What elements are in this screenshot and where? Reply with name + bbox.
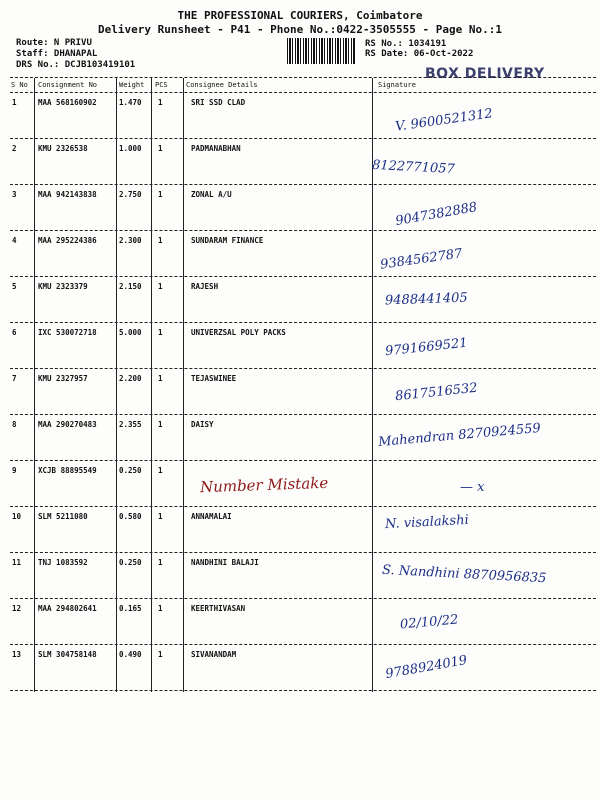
row-consignee: UNIVERZSAL POLY PACKS <box>191 328 286 337</box>
row-signature: 9791669521 <box>384 335 469 360</box>
route-label: Route: N PRIVU <box>16 38 92 48</box>
row-separator <box>10 368 596 369</box>
row-sno: 8 <box>12 420 17 429</box>
row-consignment-no: SLM 5211080 <box>38 512 88 521</box>
row-pcs: 1 <box>158 558 163 567</box>
row-signature: 8617516532 <box>394 380 479 405</box>
document-subtitle: Delivery Runsheet - P41 - Phone No.:0422-3505555 - Page No.:1 <box>98 23 502 36</box>
row-consignment-no: SLM 304758148 <box>38 650 97 659</box>
row-sno: 4 <box>12 236 17 245</box>
column-header-consignment: Consignment No <box>38 81 98 89</box>
row-sno: 2 <box>12 144 17 153</box>
row-consignment-no: KMU 2327957 <box>38 374 88 383</box>
row-weight: 0.250 <box>119 558 142 567</box>
row-sno: 12 <box>12 604 22 613</box>
row-separator <box>10 644 596 645</box>
column-divider <box>116 78 117 692</box>
row-weight: 1.470 <box>119 98 142 107</box>
document-title: THE PROFESSIONAL COURIERS, Coimbatore <box>177 9 423 22</box>
row-weight: 0.490 <box>119 650 142 659</box>
row-separator <box>10 138 596 139</box>
row-pcs: 1 <box>158 512 163 521</box>
row-signature: Mahendran 8270924559 <box>377 420 542 451</box>
row-sno: 10 <box>12 512 22 521</box>
row-weight: 2.150 <box>119 282 142 291</box>
row-consignee: NANDHINI BALAJI <box>191 558 259 567</box>
row-separator <box>10 598 596 599</box>
rs-date: RS Date: 06-Oct-2022 <box>365 49 474 59</box>
row-consignee: SIVANANDAM <box>191 650 237 659</box>
row-signature: 9788924019 <box>384 652 469 683</box>
row-pcs: 1 <box>158 190 163 199</box>
row-separator <box>10 414 596 415</box>
row-consignment-no: MAA 942143838 <box>38 190 97 199</box>
column-header-pcs: PCS <box>155 81 168 89</box>
row-pcs: 1 <box>158 420 163 429</box>
row-weight: 1.000 <box>119 144 142 153</box>
row-weight: 5.000 <box>119 328 142 337</box>
row-weight: 0.580 <box>119 512 142 521</box>
row-consignee: SRI SSD CLAD <box>191 98 246 107</box>
row-pcs: 1 <box>158 328 163 337</box>
row-consignee: KEERTHIVASAN <box>191 604 246 613</box>
row-consignment-no: XCJB 88895549 <box>38 466 97 475</box>
row-consignment-no: MAA 568160902 <box>38 98 97 107</box>
row-signature: N. visalakshi <box>384 512 470 533</box>
row-weight: 2.355 <box>119 420 142 429</box>
row-separator <box>10 276 596 277</box>
row-signature: 9047382888 <box>394 199 479 230</box>
row-pcs: 1 <box>158 604 163 613</box>
row-consignee: SUNDARAM FINANCE <box>191 236 264 245</box>
row-signature: 02/10/22 <box>399 612 459 633</box>
row-pcs: 1 <box>158 144 163 153</box>
row-pcs: 1 <box>158 98 163 107</box>
column-header-consignee: Consignee Details <box>186 81 258 89</box>
row-pcs: 1 <box>158 236 163 245</box>
row-sno: 5 <box>12 282 17 291</box>
row-consignee: TEJASWINEE <box>191 374 237 383</box>
row-signature: — x <box>460 480 485 495</box>
column-header-sno: S No <box>11 81 28 89</box>
table-top-rule <box>10 77 596 78</box>
row-weight: 0.165 <box>119 604 142 613</box>
column-header-weight: Weight <box>119 81 145 89</box>
row-separator <box>10 460 596 461</box>
row-consignment-no: IXC 530072718 <box>38 328 97 337</box>
row-pcs: 1 <box>158 466 163 475</box>
row-weight: 2.300 <box>119 236 142 245</box>
row-pcs: 1 <box>158 282 163 291</box>
row-consignee: RAJESH <box>191 282 219 291</box>
row-sno: 11 <box>12 558 22 567</box>
staff-label: Staff: DHANAPAL <box>16 49 98 59</box>
row-consignment-no: MAA 290270483 <box>38 420 97 429</box>
row-weight: 2.200 <box>119 374 142 383</box>
row-separator <box>10 230 596 231</box>
row-consignment-no: MAA 294802641 <box>38 604 97 613</box>
row-sno: 7 <box>12 374 17 383</box>
row-separator <box>10 690 596 691</box>
row-consignee: ANNAMALAI <box>191 512 232 521</box>
row-weight: 2.750 <box>119 190 142 199</box>
column-header-signature: Signature <box>378 81 416 89</box>
row-pcs: 1 <box>158 650 163 659</box>
row-consignee: DAISY <box>191 420 214 429</box>
row-separator <box>10 552 596 553</box>
rs-number: RS No.: 1034191 <box>365 39 447 49</box>
drs-number: DRS No.: DCJB103419101 <box>16 60 136 70</box>
row-consignment-no: TNJ 1083592 <box>38 558 88 567</box>
row-sno: 6 <box>12 328 17 337</box>
row-sno: 9 <box>12 466 17 475</box>
row-separator <box>10 184 596 185</box>
row-signature: 9384562787 <box>379 246 464 273</box>
barcode <box>287 38 355 64</box>
row-consignment-no: KMU 2323379 <box>38 282 88 291</box>
row-separator <box>10 506 596 507</box>
column-divider <box>183 78 184 692</box>
row-consignment-no: KMU 2326538 <box>38 144 88 153</box>
row-separator <box>10 322 596 323</box>
column-divider <box>151 78 152 692</box>
row-sno: 1 <box>12 98 17 107</box>
header-rule <box>10 92 596 93</box>
row-consignment-no: MAA 295224386 <box>38 236 97 245</box>
row-consignee: ZONAL A/U <box>191 190 232 199</box>
row-signature: 9488441405 <box>384 290 468 309</box>
row-pcs: 1 <box>158 374 163 383</box>
handwritten-note: Number Mistake <box>199 473 329 497</box>
row-signature: 8122771057 <box>371 157 456 178</box>
row-weight: 0.250 <box>119 466 142 475</box>
row-sno: 3 <box>12 190 17 199</box>
column-divider <box>34 78 35 692</box>
row-consignee: PADMANABHAN <box>191 144 241 153</box>
row-signature: S. Nandhini 8870956835 <box>381 562 547 587</box>
box-delivery-stamp: BOX DELIVERY <box>425 66 545 82</box>
row-sno: 13 <box>12 650 22 659</box>
row-signature: V. 9600521312 <box>394 106 494 135</box>
